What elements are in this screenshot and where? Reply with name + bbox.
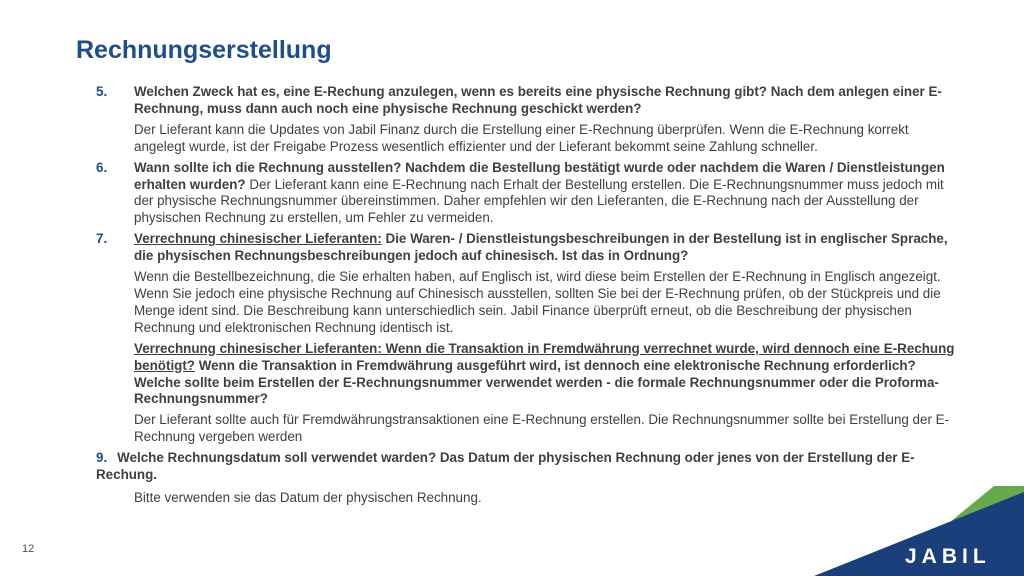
faq-item-7: [96, 231, 956, 265]
item-question-wrap: [134, 341, 956, 409]
item-question-underlined: Verrechnung chinesischer Lieferanten: Wenn die Transaktion in Fremdwährung verrechnet wurde, wird dennoch eine E-Rechung benötigt?: [134, 340, 955, 373]
item-number: 6.: [96, 159, 108, 175]
item-answer: Der Lieferant sollte auch für Fremdwährungstransaktionen eine E-Rechnung erstellen. Die Rechnungsnummer sollte bei Erstellung der E-Rechnung vergeben werden: [134, 412, 950, 445]
page-number: 12: [22, 543, 35, 555]
item-question: Wann sollte ich die Rechnung ausstellen? Nachdem die Bestellung bestätigt wurde oder nachdem die Waren / Dienstleistungen erhalten wurden?: [134, 159, 945, 192]
item-question: Welchen Zweck hat es, eine E-Rechung anzulegen, wenn es bereits eine physische Rechnung gibt? Nach dem anlegen einer E-Rechnung, muss dann auch noch eine physische Rechnung geschickt werden?: [134, 84, 942, 116]
item-answer: Der Lieferant kann eine E-Rechnung nach Erhalt der Bestellung erstellen. Die E-Rechnungsnummer muss jedoch mit der physische Rechnungsnummer übereinstimmen. Daher empfehlen wir den Lieferanten, die E-Rechnung nach der Ausstellung der physischen Rechnung zu erstellen, um Fehler zu vermeiden.: [134, 176, 944, 226]
item-number: 5.: [96, 84, 108, 99]
faq-item-5: [96, 84, 956, 118]
item-question-underlined: Verrechnung chinesischer Lieferanten:: [134, 231, 382, 247]
faq-content: [96, 84, 956, 507]
item-number: 7.: [96, 231, 108, 247]
item-answer: Bitte verwenden sie das Datum der physischen Rechnung.: [134, 489, 482, 505]
item-question-wrap: [134, 160, 956, 228]
jabil-logo: JABIL: [905, 545, 991, 568]
item-question: Welche Rechnungsdatum soll verwendet warden? Das Datum der physischen Rechnung oder jenes von der Erstellung der E-Rechung.: [96, 450, 915, 483]
item-number: [96, 341, 134, 409]
item-number: 9.: [96, 450, 108, 466]
faq-item-8: [96, 341, 956, 409]
item-answer: Wenn die Bestellbezeichnung, die Sie erhalten haben, auf Englisch ist, wird diese beim Erstellen der E-Rechnung in Englisch angezeigt. Wenn Sie jedoch eine physische Rechnung auf Chinesisch ausstellen, sollten Sie bei der E-Rechnung prüfen, ob der Stückpreis und die Menge ident sind. Die Beschreibung kann unterschiedlich sein. Jabil Finance überprüft erneut, ob die Beschreibung der physischen Rechnung und elektronischen Rechnung identisch ist.: [134, 269, 941, 335]
faq-item-6: [96, 160, 956, 228]
page-title: Rechnungserstellung: [76, 36, 332, 64]
item-answer: Der Lieferant kann die Updates von Jabil Finanz durch die Erstellung einer E-Rechnung überprüfen. Wenn die E-Rechnung korrekt angelegt wurde, ist der Freigabe Prozess wesentlich effizienter und der Lieferant bekommt seine Zahlung schneller.: [134, 121, 909, 154]
faq-item-9: [96, 450, 956, 484]
item-question: Die Waren- / Dienstleistungsbeschreibungen in der Bestellung ist in englischer Sprache, die physischen Rechnungsbeschreibungen jedoch auf chinesisch. Ist das in Ordnung?: [134, 231, 948, 264]
item-question-wrap: [134, 231, 956, 265]
item-question: Wenn die Transaktion in Fremdwährung ausgeführt wird, ist dennoch eine elektronische Rechnung erforderlich? Welche sollte beim Erstellen der E-Rechnungsnummer verwendet werden - die formale Rechnungsnummer oder die Proforma-Rechnungsnummer?: [134, 357, 939, 407]
